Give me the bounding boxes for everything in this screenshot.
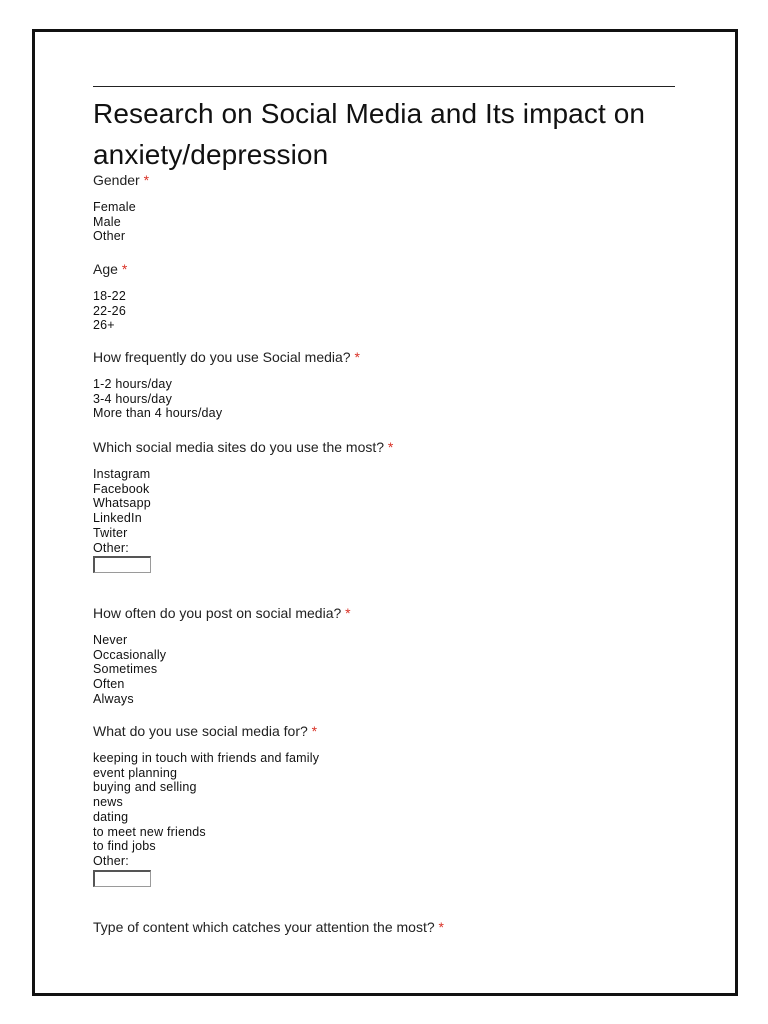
option-list	[93, 467, 393, 555]
option-never[interactable]: Never	[93, 633, 128, 647]
option-sometimes[interactable]: Sometimes	[93, 662, 158, 677]
option-list	[93, 633, 351, 707]
option-occasionally[interactable]: Occasionally	[93, 647, 167, 662]
option-whatsapp[interactable]: Whatsapp	[93, 496, 151, 511]
option-list	[93, 200, 149, 244]
option-event-planning[interactable]: event planning	[93, 765, 178, 780]
question-label: Which social media sites do you use the most? *	[93, 439, 394, 455]
option-other[interactable]: Other:	[93, 540, 129, 555]
option-18-22[interactable]: 18-22	[93, 289, 126, 303]
option-22-26[interactable]: 22-26	[93, 303, 126, 318]
title-divider	[93, 86, 675, 87]
option-list	[93, 289, 127, 333]
option-instagram[interactable]: Instagram	[93, 467, 151, 481]
question-sites	[93, 439, 393, 573]
question-usage	[93, 723, 319, 887]
form-content	[93, 86, 675, 935]
option-buying-selling[interactable]: buying and selling	[93, 780, 197, 795]
required-marker: *	[438, 919, 444, 935]
option-meet-new-friends[interactable]: to meet new friends	[93, 824, 206, 839]
question-label: How often do you post on social media? *	[93, 605, 351, 621]
question-content-type	[93, 919, 444, 936]
required-marker: *	[143, 172, 150, 188]
option-always[interactable]: Always	[93, 691, 134, 706]
question-age	[93, 261, 127, 333]
option-dating[interactable]: dating	[93, 809, 129, 824]
required-marker: *	[121, 261, 128, 277]
option-often[interactable]: Often	[93, 677, 125, 692]
required-marker: *	[345, 605, 351, 621]
other-text-input[interactable]	[93, 870, 151, 887]
question-label: Age *	[93, 261, 128, 277]
required-marker: *	[387, 439, 394, 455]
question-label: How frequently do you use Social media? *	[93, 349, 360, 365]
option-other[interactable]: Other	[93, 229, 126, 244]
option-female[interactable]: Female	[93, 200, 136, 214]
required-marker: *	[354, 349, 360, 365]
option-news[interactable]: news	[93, 795, 123, 810]
option-more-than-4-hours[interactable]: More than 4 hours/day	[93, 406, 223, 421]
option-1-2-hours[interactable]: 1-2 hours/day	[93, 377, 173, 391]
option-3-4-hours[interactable]: 3-4 hours/day	[93, 391, 173, 406]
option-list	[93, 751, 319, 869]
option-linkedin[interactable]: LinkedIn	[93, 511, 142, 526]
required-marker: *	[311, 723, 318, 739]
form-title: Research on Social Media and Its impact on anxiety/depression	[93, 98, 646, 170]
option-find-jobs[interactable]: to find jobs	[93, 839, 156, 854]
option-26-plus[interactable]: 26+	[93, 318, 115, 333]
question-label: Type of content which catches your attention the most? *	[93, 919, 444, 935]
option-male[interactable]: Male	[93, 214, 121, 229]
question-posting	[93, 605, 351, 707]
question-label: What do you use social media for? *	[93, 723, 318, 739]
option-list	[93, 377, 360, 421]
question-label: Gender *	[93, 172, 150, 188]
option-other[interactable]: Other:	[93, 853, 129, 868]
other-text-input[interactable]	[93, 556, 151, 573]
option-facebook[interactable]: Facebook	[93, 481, 150, 496]
option-keeping-in-touch[interactable]: keeping in touch with friends and family	[93, 751, 320, 765]
question-frequency	[93, 349, 360, 421]
option-twiter[interactable]: Twiter	[93, 525, 128, 540]
question-gender	[93, 172, 149, 244]
